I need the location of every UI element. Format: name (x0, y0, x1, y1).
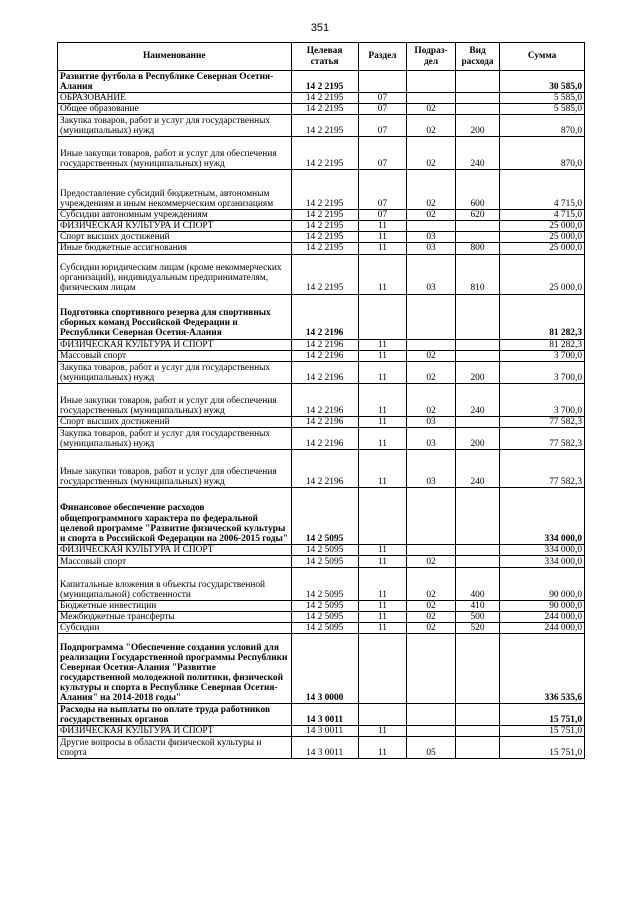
cell-vid: 800 (455, 243, 499, 254)
cell-name: Иные закупки товаров, работ и услуг для обеспечения государственных (муниципальных) нужд (58, 383, 292, 416)
cell-code: 14 3 0000 (291, 634, 358, 704)
cell-vid (455, 350, 499, 361)
table-row (58, 612, 585, 623)
cell-razdel: 11 (358, 361, 407, 383)
cell-vid: 520 (455, 623, 499, 634)
header-razdel: Раздел (358, 43, 407, 71)
cell-podrazdel: 02 (407, 350, 456, 361)
cell-name: Массовый спорт (58, 555, 292, 567)
cell-vid (455, 726, 499, 737)
table-row (58, 221, 585, 232)
table-row (58, 71, 585, 93)
cell-name: Финансовое обеспечение расходов общепрограммного характера по федеральной целевой программе "Развитие физической культуры и спорта в Российской Федерации на 2006-2015 годы" (58, 487, 292, 544)
header-podrazdel: Подраз-дел (407, 43, 456, 71)
cell-sum: 81 282,3 (500, 339, 585, 350)
cell-sum: 3 700,0 (500, 361, 585, 383)
page-number: 351 (310, 22, 330, 34)
cell-razdel: 11 (358, 427, 407, 449)
cell-podrazdel: 02 (407, 383, 456, 416)
cell-code: 14 2 5095 (291, 487, 358, 544)
cell-sum: 90 000,0 (500, 567, 585, 600)
cell-code: 14 3 0011 (291, 737, 358, 759)
cell-sum: 870,0 (500, 115, 585, 137)
cell-vid (455, 634, 499, 704)
cell-razdel: 11 (358, 339, 407, 350)
cell-podrazdel (407, 704, 456, 726)
cell-code: 14 2 2195 (291, 232, 358, 243)
cell-name: Массовый спорт (58, 350, 292, 361)
cell-sum: 25 000,0 (500, 221, 585, 232)
cell-sum: 334 000,0 (500, 555, 585, 567)
cell-podrazdel: 02 (407, 361, 456, 383)
cell-code: 14 2 2195 (291, 71, 358, 93)
cell-code: 14 2 2196 (291, 383, 358, 416)
cell-podrazdel (407, 634, 456, 704)
table-row (58, 449, 585, 487)
cell-name: Субсидии юридическим лицам (кроме некоммерческих организаций), индивидуальным предпринимателям, физическим лицам (58, 254, 292, 294)
table-row (58, 137, 585, 170)
cell-sum: 25 000,0 (500, 254, 585, 294)
cell-sum: 244 000,0 (500, 612, 585, 623)
cell-code: 14 2 2195 (291, 221, 358, 232)
cell-name: ФИЗИЧЕСКАЯ КУЛЬТУРА И СПОРТ (58, 726, 292, 737)
cell-code: 14 2 2196 (291, 294, 358, 339)
cell-vid (455, 339, 499, 350)
table-row (58, 623, 585, 634)
cell-podrazdel (407, 339, 456, 350)
cell-vid: 240 (455, 449, 499, 487)
table-row (58, 339, 585, 350)
table-row (58, 294, 585, 339)
cell-vid: 400 (455, 567, 499, 600)
header-vid: Вид расхода (455, 43, 499, 71)
cell-razdel: 07 (358, 170, 407, 210)
cell-name: Другие вопросы в области физической культуры и спорта (58, 737, 292, 759)
cell-vid (455, 232, 499, 243)
cell-vid (455, 221, 499, 232)
cell-podrazdel: 02 (407, 623, 456, 634)
table-row (58, 104, 585, 115)
table-row (58, 254, 585, 294)
cell-name: Спорт высших достижений (58, 416, 292, 427)
cell-vid: 620 (455, 210, 499, 221)
cell-name: Предоставление субсидий бюджетным, автономным учреждениям и иным некоммерческим организациям (58, 170, 292, 210)
table-row (58, 210, 585, 221)
cell-name: Подготовка спортивного резерва для спортивных сборных команд Российской Федерации и Республики Северная Осетия-Алания (58, 294, 292, 339)
table-row (58, 383, 585, 416)
cell-name: Иные бюджетные ассигнования (58, 243, 292, 254)
cell-sum: 77 582,3 (500, 427, 585, 449)
cell-vid (455, 704, 499, 726)
cell-podrazdel (407, 487, 456, 544)
cell-code: 14 2 2196 (291, 416, 358, 427)
cell-code: 14 2 2195 (291, 170, 358, 210)
cell-razdel: 11 (358, 232, 407, 243)
cell-razdel: 11 (358, 726, 407, 737)
cell-razdel (358, 71, 407, 93)
cell-code: 14 2 2196 (291, 427, 358, 449)
cell-razdel: 11 (358, 350, 407, 361)
cell-code: 14 2 2196 (291, 339, 358, 350)
cell-code: 14 2 5095 (291, 600, 358, 611)
cell-razdel: 11 (358, 612, 407, 623)
cell-sum: 30 585,0 (500, 71, 585, 93)
table-row (58, 427, 585, 449)
cell-vid: 810 (455, 254, 499, 294)
cell-sum: 336 535,6 (500, 634, 585, 704)
table-row (58, 416, 585, 427)
cell-razdel: 11 (358, 555, 407, 567)
cell-podrazdel (407, 544, 456, 555)
cell-name: Капитальные вложения в объекты государственной (муниципальной) собственности (58, 567, 292, 600)
cell-vid: 240 (455, 137, 499, 170)
cell-vid: 200 (455, 361, 499, 383)
cell-podrazdel (407, 71, 456, 93)
table-row (58, 93, 585, 104)
cell-sum: 77 582,3 (500, 449, 585, 487)
cell-sum: 4 715,0 (500, 210, 585, 221)
cell-code: 14 2 2195 (291, 243, 358, 254)
cell-sum: 25 000,0 (500, 243, 585, 254)
cell-sum: 870,0 (500, 137, 585, 170)
table-row (58, 487, 585, 544)
cell-sum: 15 751,0 (500, 704, 585, 726)
cell-podrazdel: 03 (407, 232, 456, 243)
cell-razdel (358, 704, 407, 726)
table-row (58, 115, 585, 137)
cell-razdel: 07 (358, 93, 407, 104)
cell-name: Расходы на выплаты по оплате труда работников государственных органов (58, 704, 292, 726)
cell-sum: 90 000,0 (500, 600, 585, 611)
cell-vid (455, 555, 499, 567)
table-row (58, 704, 585, 726)
cell-name: Спорт высших достижений (58, 232, 292, 243)
cell-code: 14 2 2195 (291, 93, 358, 104)
cell-code: 14 3 0011 (291, 726, 358, 737)
cell-podrazdel: 02 (407, 137, 456, 170)
cell-code: 14 2 2196 (291, 449, 358, 487)
cell-name: Закупка товаров, работ и услуг для государственных (муниципальных) нужд (58, 361, 292, 383)
cell-name: Иные закупки товаров, работ и услуг для обеспечения государственных (муниципальных) нужд (58, 137, 292, 170)
cell-razdel: 07 (358, 137, 407, 170)
cell-podrazdel: 02 (407, 612, 456, 623)
table-row (58, 350, 585, 361)
table-row (58, 567, 585, 600)
cell-sum: 77 582,3 (500, 416, 585, 427)
cell-vid: 240 (455, 383, 499, 416)
table-row (58, 555, 585, 567)
cell-vid: 410 (455, 600, 499, 611)
header-sum: Сумма (500, 43, 585, 71)
table-row (58, 361, 585, 383)
table-header-row (58, 43, 585, 71)
cell-razdel: 11 (358, 737, 407, 759)
cell-podrazdel: 02 (407, 567, 456, 600)
cell-vid (455, 104, 499, 115)
cell-code: 14 3 0011 (291, 704, 358, 726)
cell-name: Общее образование (58, 104, 292, 115)
cell-sum: 334 000,0 (500, 544, 585, 555)
cell-sum: 15 751,0 (500, 726, 585, 737)
cell-razdel (358, 634, 407, 704)
cell-podrazdel: 03 (407, 416, 456, 427)
cell-name: ФИЗИЧЕСКАЯ КУЛЬТУРА И СПОРТ (58, 544, 292, 555)
cell-code: 14 2 5095 (291, 555, 358, 567)
cell-code: 14 2 5095 (291, 567, 358, 600)
cell-podrazdel: 02 (407, 600, 456, 611)
cell-razdel (358, 487, 407, 544)
cell-name: Бюджетные инвестиции (58, 600, 292, 611)
cell-code: 14 2 2196 (291, 361, 358, 383)
cell-name: Развитие футбола в Республике Северная Осетия-Алания (58, 71, 292, 93)
cell-name: Субсидии автономным учреждениям (58, 210, 292, 221)
cell-name: Межбюджетные трансферты (58, 612, 292, 623)
cell-sum: 25 000,0 (500, 232, 585, 243)
cell-podrazdel: 02 (407, 115, 456, 137)
cell-name: Закупка товаров, работ и услуг для государственных (муниципальных) нужд (58, 115, 292, 137)
cell-podrazdel: 03 (407, 254, 456, 294)
cell-razdel: 11 (358, 416, 407, 427)
cell-vid (455, 737, 499, 759)
cell-razdel: 11 (358, 243, 407, 254)
cell-code: 14 2 2195 (291, 254, 358, 294)
cell-razdel: 11 (358, 544, 407, 555)
cell-sum: 5 585,0 (500, 93, 585, 104)
table-row (58, 243, 585, 254)
cell-podrazdel: 02 (407, 170, 456, 210)
cell-name: ФИЗИЧЕСКАЯ КУЛЬТУРА И СПОРТ (58, 221, 292, 232)
header-name: Наименование (58, 43, 292, 71)
cell-vid (455, 93, 499, 104)
budget-table (57, 42, 585, 759)
cell-razdel: 11 (358, 254, 407, 294)
cell-sum: 3 700,0 (500, 350, 585, 361)
table-row (58, 600, 585, 611)
cell-sum: 15 751,0 (500, 737, 585, 759)
cell-name: Иные закупки товаров, работ и услуг для обеспечения государственных (муниципальных) нужд (58, 449, 292, 487)
cell-podrazdel (407, 726, 456, 737)
cell-code: 14 2 2195 (291, 115, 358, 137)
cell-vid (455, 544, 499, 555)
cell-razdel (358, 294, 407, 339)
header-code: Целевая статья (291, 43, 358, 71)
cell-vid: 600 (455, 170, 499, 210)
cell-vid (455, 487, 499, 544)
cell-podrazdel: 02 (407, 104, 456, 115)
cell-razdel: 11 (358, 623, 407, 634)
cell-sum: 334 000,0 (500, 487, 585, 544)
cell-podrazdel: 02 (407, 555, 456, 567)
cell-sum: 4 715,0 (500, 170, 585, 210)
cell-code: 14 2 5095 (291, 623, 358, 634)
cell-sum: 5 585,0 (500, 104, 585, 115)
cell-podrazdel: 03 (407, 243, 456, 254)
table-row (58, 170, 585, 210)
cell-sum: 244 000,0 (500, 623, 585, 634)
cell-razdel: 11 (358, 449, 407, 487)
cell-vid: 200 (455, 427, 499, 449)
cell-podrazdel: 03 (407, 427, 456, 449)
cell-podrazdel: 02 (407, 210, 456, 221)
cell-code: 14 2 2196 (291, 350, 358, 361)
cell-podrazdel (407, 93, 456, 104)
table-row (58, 544, 585, 555)
cell-podrazdel: 03 (407, 449, 456, 487)
cell-razdel: 11 (358, 567, 407, 600)
cell-razdel: 07 (358, 104, 407, 115)
cell-vid (455, 71, 499, 93)
cell-code: 14 2 5095 (291, 544, 358, 555)
table-row (58, 232, 585, 243)
table-row (58, 737, 585, 759)
cell-razdel: 11 (358, 383, 407, 416)
cell-podrazdel (407, 221, 456, 232)
cell-razdel: 11 (358, 600, 407, 611)
cell-vid (455, 416, 499, 427)
cell-name: ОБРАЗОВАНИЕ (58, 93, 292, 104)
cell-name: Подпрограмма "Обеспечение создания условий для реализации Государственной программы Республики Северная Осетия-Алания "Развитие государственной молодежной политики, физической культуры и спорта в Республике Северная Осетия-Алания" на 2014-2018 годы" (58, 634, 292, 704)
cell-name: Закупка товаров, работ и услуг для государственных (муниципальных) нужд (58, 427, 292, 449)
cell-vid (455, 294, 499, 339)
table-row (58, 634, 585, 704)
cell-name: Субсидии (58, 623, 292, 634)
table-row (58, 726, 585, 737)
cell-code: 14 2 2195 (291, 137, 358, 170)
cell-name: ФИЗИЧЕСКАЯ КУЛЬТУРА И СПОРТ (58, 339, 292, 350)
cell-vid: 200 (455, 115, 499, 137)
cell-code: 14 2 5095 (291, 612, 358, 623)
cell-code: 14 2 2195 (291, 210, 358, 221)
cell-vid: 500 (455, 612, 499, 623)
cell-razdel: 07 (358, 115, 407, 137)
cell-sum: 81 282,3 (500, 294, 585, 339)
cell-sum: 3 700,0 (500, 383, 585, 416)
cell-razdel: 07 (358, 210, 407, 221)
cell-podrazdel: 05 (407, 737, 456, 759)
cell-razdel: 11 (358, 221, 407, 232)
cell-podrazdel (407, 294, 456, 339)
cell-code: 14 2 2195 (291, 104, 358, 115)
